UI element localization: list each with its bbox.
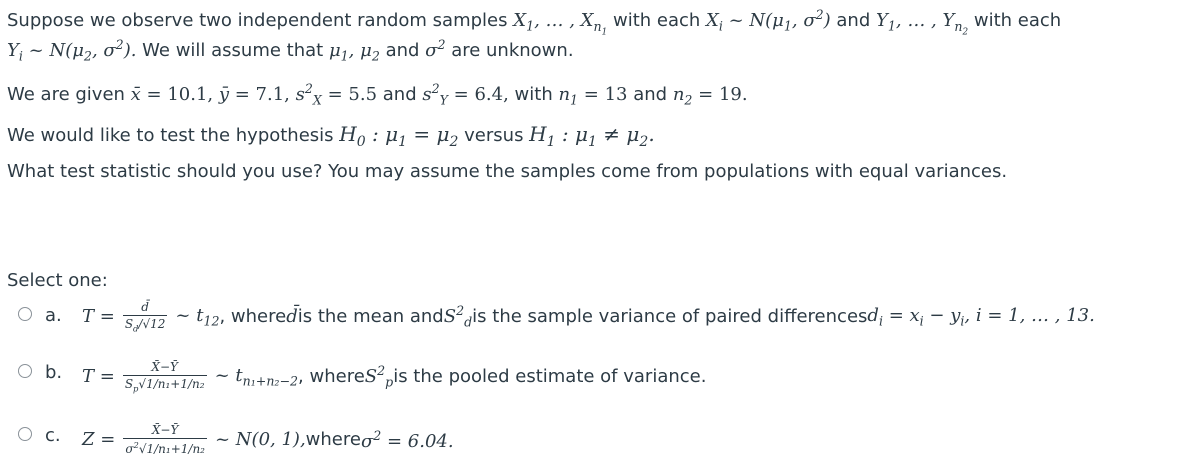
text: with each [607, 10, 707, 31]
math: $s^2_X$ [295, 81, 322, 108]
text: is the sample variance of paired differences [472, 306, 868, 328]
option-b-expression [82, 360, 706, 393]
text: with [508, 84, 559, 105]
text: and [830, 10, 876, 31]
option-a-expression [82, 300, 1095, 333]
question-line-4 [7, 122, 655, 154]
math: = 13 [578, 84, 628, 105]
math: $n_2$ [672, 84, 693, 108]
text: and [627, 84, 673, 105]
math: ȳ [218, 84, 230, 105]
fraction: $\frac{X̄-Ȳ}{S_p√1/n_1+1/n_2}$ [124, 360, 205, 394]
math: Z = [82, 429, 116, 450]
text: , where [298, 366, 365, 388]
fraction: $\frac{d̄}{S_d/√12}$ [124, 300, 166, 334]
math: $\sigma^2$ [425, 37, 446, 61]
text: versus [458, 125, 530, 146]
math: x̄ [130, 84, 141, 105]
option-c-expression [82, 423, 454, 456]
math: ~ $t_{12}$ [175, 304, 220, 329]
math: T = [82, 366, 115, 388]
math: ~ $t_{n_1+n_2-2}$ [214, 364, 299, 389]
math: ~ N(0, 1), [215, 429, 306, 450]
math: $\sigma^2 = 6.04$. [360, 427, 454, 452]
fraction: $\frac{X̄-Ȳ}{\sigma^2√1/n_1+1/n_2}$ [125, 423, 205, 456]
text: and [379, 40, 426, 61]
option-letter: b. [45, 362, 63, 383]
math: = 6.4, [447, 84, 509, 105]
option-letter: c. [45, 425, 61, 446]
option-letter: a. [45, 305, 62, 326]
option-a[interactable] [18, 300, 1188, 340]
math: = 5.5 [321, 84, 378, 105]
text: is the mean and [297, 306, 444, 328]
text: is the pooled estimate of variance. [393, 366, 707, 388]
text: are unknown. [445, 40, 574, 61]
math: $n_1$ [558, 84, 579, 108]
math: = 19. [692, 84, 748, 105]
text: and [377, 84, 423, 105]
math: $H_1$ : $\mu_1 \ne \mu_2$. [529, 122, 655, 150]
text: We will assume that [136, 40, 329, 61]
text: Suppose we observe two independent random samples [7, 10, 514, 31]
math: $X_1$, … , $X_{n_1}$ [513, 10, 608, 38]
math: T = [82, 306, 115, 328]
option-c[interactable] [18, 423, 578, 463]
question-line-2 [7, 33, 574, 69]
text: , where [219, 306, 287, 328]
math: = 7.1, [229, 84, 296, 105]
text: We are given [7, 84, 131, 105]
radio-option-b[interactable] [18, 364, 32, 378]
math: $H_0$ : $\mu_1 = \mu_2$ [339, 122, 459, 150]
question-line-3 [7, 77, 748, 113]
text: where [305, 429, 361, 450]
math: $\mu_1$, $\mu_2$ [328, 40, 380, 64]
math: $X_i$ ~ $N(\mu_1$, $\sigma^2$) [706, 7, 831, 34]
math: $S^2_d$ [443, 303, 473, 330]
math: $Y_i$ ~ $N(\mu_2$, $\sigma^2$). [7, 37, 137, 64]
math: $S^2_p$ [364, 363, 394, 390]
select-one-label: Select one: [7, 270, 108, 291]
math: d̄ [286, 306, 298, 328]
question-line-5: What test statistic should you use? You may assume the samples come from populations with equal variances. [7, 161, 1008, 182]
option-b[interactable] [18, 360, 778, 400]
math: = 10.1, [140, 84, 219, 105]
text: with each [968, 10, 1062, 31]
math: $s^2_Y$ [422, 81, 448, 108]
text: We would like to test the hypothesis [7, 125, 340, 146]
math: $d_i = x_i - y_i$, i = 1, … , 13. [867, 304, 1095, 329]
radio-option-a[interactable] [18, 307, 32, 321]
radio-option-c[interactable] [18, 427, 32, 441]
math: $Y_1$, … , $Y_{n_2}$ [875, 10, 969, 38]
